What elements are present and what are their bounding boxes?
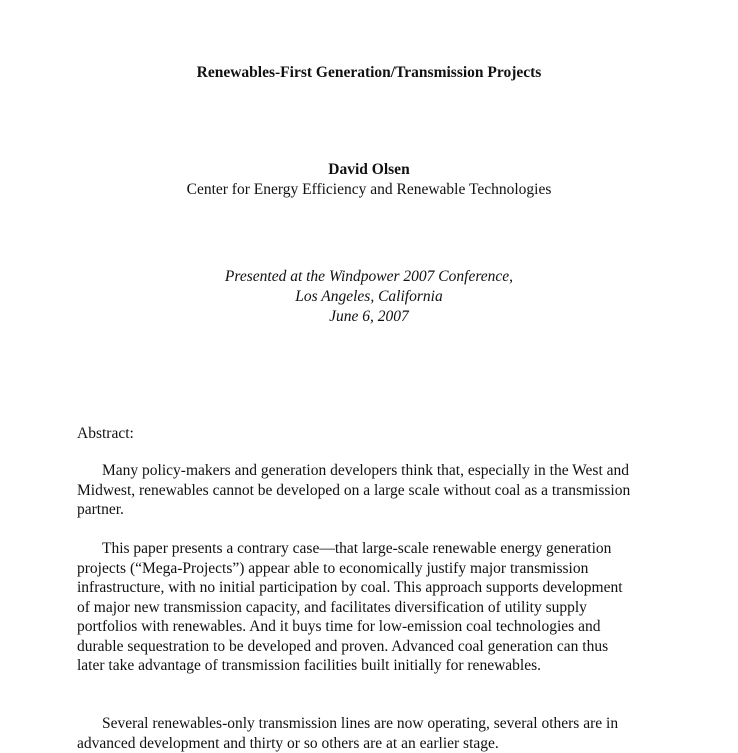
- abstract-paragraph-2: This paper presents a contrary case—that large-scale renewable energy generation projects (“Mega-Projects”) appear able to economically justify major transmission infrastructure, with no initial participation by coal. This approach supports development of major new transmission capacity, and facilitates diversification of utility supply portfolios with renewables. And it buys time for low-emission coal technologies and durable sequestration to be developed and proven. Advanced coal generation can thus later take advantage of transmission facilities built initially for renewables.: [77, 540, 623, 674]
- author-affiliation: Center for Energy Efficiency and Renewable Technologies: [186, 181, 552, 198]
- paper-title: Renewables-First Generation/Transmission Projects: [196, 64, 542, 81]
- presentation-date: June 6, 2007: [329, 308, 409, 325]
- presentation-location: Los Angeles, California: [295, 288, 443, 305]
- presentation-info: [0, 267, 738, 327]
- author-block: [0, 160, 738, 200]
- abstract-heading: Abstract:: [77, 425, 134, 442]
- abstract-paragraph-3: Several renewables-only transmission lines are now operating, several others are in advanced development and thirty or so others are at an earlier stage.: [77, 715, 619, 752]
- abstract-paragraph-1: Many policy-makers and generation developers think that, especially in the West and Midwest, renewables cannot be developed on a large scale without coal as a transmission partner.: [77, 462, 631, 518]
- presentation-venue: Presented at the Windpower 2007 Conference,: [224, 268, 514, 285]
- author-name: David Olsen: [328, 161, 410, 178]
